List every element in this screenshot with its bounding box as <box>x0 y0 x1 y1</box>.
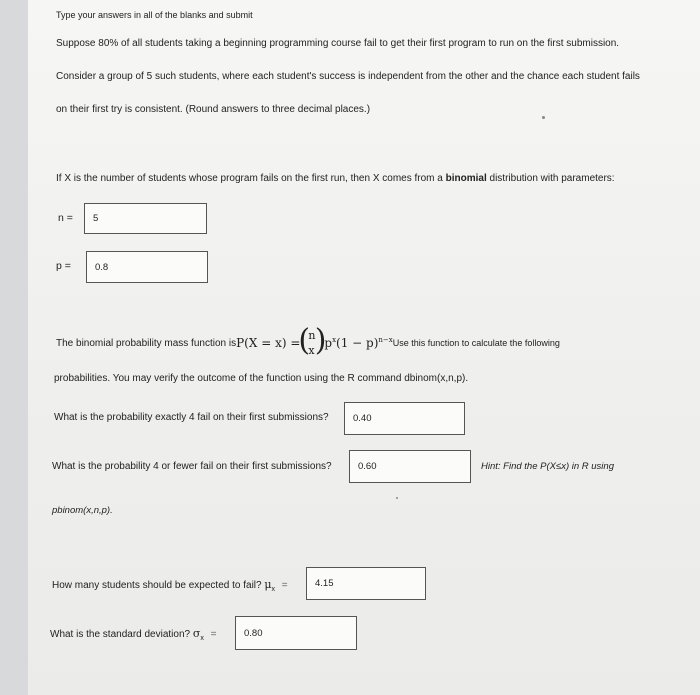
problem-line-3: on their first try is consistent. (Round answers to three decimal places.) <box>56 104 371 115</box>
q3-label-row <box>52 578 288 593</box>
pmf-p: p <box>324 336 333 350</box>
q4-equals: = <box>210 629 217 640</box>
q2-label: What is the probability 4 or fewer fail on their first submissions? <box>52 461 332 472</box>
pmf-line-2-text: probabilities. You may verify the outcome of the function using the R command <box>54 373 405 384</box>
sigma-subscript: x <box>200 635 204 642</box>
p-input[interactable]: 0.8 <box>86 251 208 283</box>
pmf-lhs: P(X = x) = <box>236 336 301 350</box>
q4-label-row <box>50 627 217 642</box>
pmf-q: (1 − p) <box>336 336 379 350</box>
pmf-suffix: Use this function to calculate the following <box>392 338 560 348</box>
problem-line-2: Consider a group of 5 such students, where each student's success is independent from the other and the chance each student fails <box>56 71 640 82</box>
binom-top: n <box>308 329 316 342</box>
q2-answer-input[interactable]: 0.60 <box>349 450 471 483</box>
screen-speck <box>542 116 545 119</box>
mu-subscript: x <box>271 586 276 593</box>
sigma-symbol: σ <box>192 627 201 640</box>
q3-answer-input[interactable]: 4.15 <box>306 567 426 600</box>
distribution-prompt-prefix: If X is the number of students whose program fails on the first run, then X comes from a <box>56 173 446 184</box>
pmf-line-2 <box>54 373 468 384</box>
distribution-prompt <box>56 173 615 184</box>
q4-label: What is the standard deviation? <box>50 629 191 640</box>
q2-hint-command: pbinom(x,n,p). <box>52 505 113 516</box>
q1-label: What is the probability exactly 4 fail on their first submissions? <box>54 412 329 423</box>
r-command-dbinom: dbinom(x,n,p). <box>404 373 469 384</box>
q3-label: How many students should be expected to fail? <box>52 580 262 591</box>
distribution-prompt-suffix: distribution with parameters: <box>486 173 615 184</box>
q2-hint: Hint: Find the P(X≤x) in R using <box>481 461 614 472</box>
binomial-coefficient: ( n x ) <box>298 323 327 358</box>
binom-bottom: x <box>308 344 315 357</box>
q1-answer-input[interactable]: 0.40 <box>344 402 465 435</box>
q3-equals: = <box>281 580 288 591</box>
pmf-exp-x: x <box>332 336 337 344</box>
n-label: n = <box>58 212 73 224</box>
pmf-prefix: The binomial probability mass function is <box>56 337 237 349</box>
q4-answer-input[interactable]: 0.80 <box>235 616 357 650</box>
mu-symbol: μ <box>264 578 272 591</box>
problem-line-1: Suppose 80% of all students taking a beginning programming course fail to get their first program to run on the first submission. <box>56 38 620 49</box>
pmf-exp-nx: n−x <box>378 336 393 344</box>
n-input[interactable]: 5 <box>84 203 207 234</box>
distribution-name: binomial <box>445 173 487 184</box>
screen-speck <box>396 497 398 499</box>
p-label: p = <box>56 260 71 272</box>
pmf-line <box>56 323 560 360</box>
instruction-text: Type your answers in all of the blanks and submit <box>56 10 253 20</box>
